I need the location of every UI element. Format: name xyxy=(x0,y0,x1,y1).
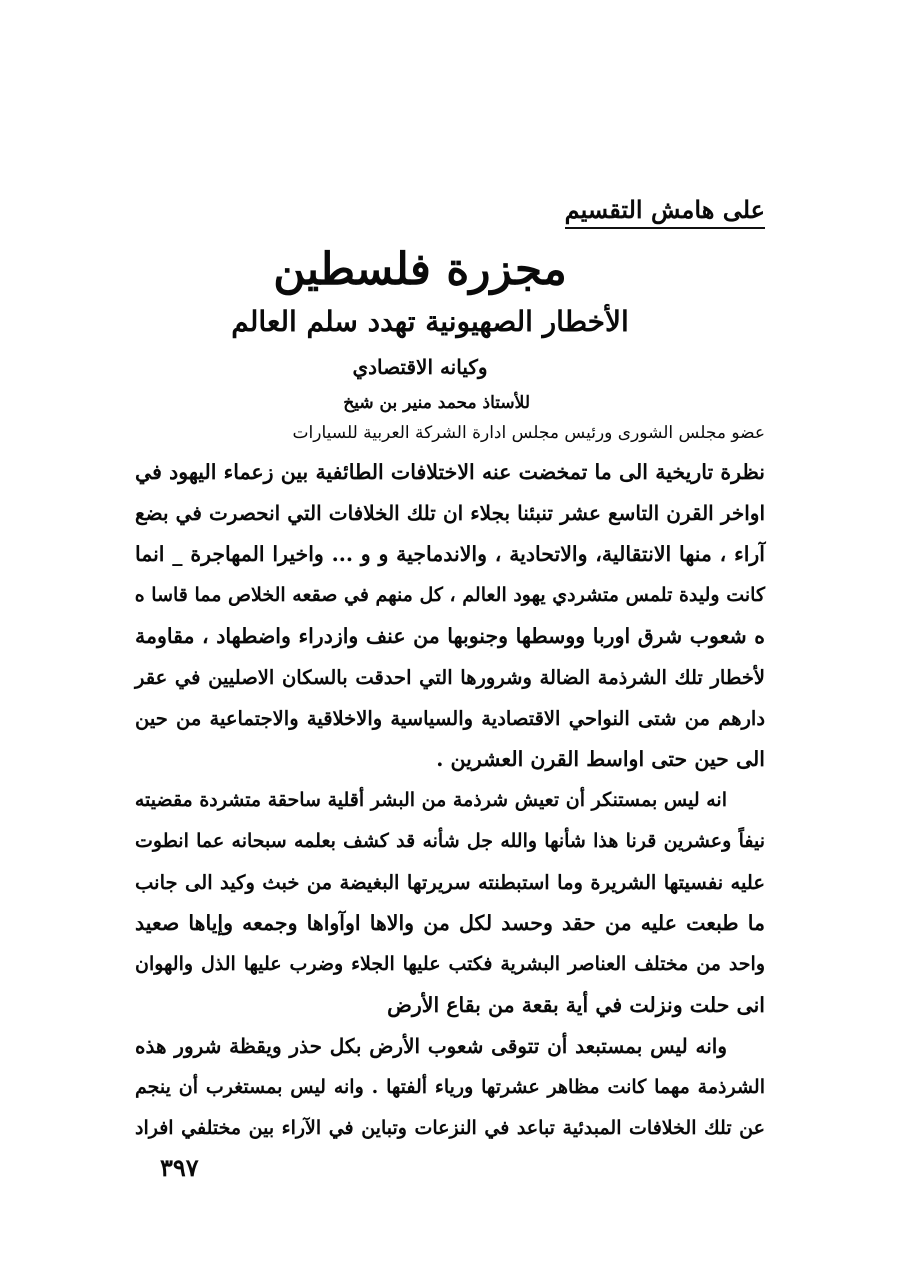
body-line: انه ليس بمستنكر أن تعيش شرذمة من البشر أقلية ساحقة متشردة مقضيته xyxy=(134,789,727,811)
author-byline: للأستاذ محمد منير بن شيخ xyxy=(343,393,530,413)
body-line: عن تلك الخلافات المبدئية تباعد في النزعات وتباين في الآراء بين مختلفي افراد xyxy=(135,1117,765,1139)
body-line: لأخطار تلك الشرذمة الضالة وشرورها التي احدقت بالسكان الاصليين في عقر xyxy=(135,666,765,689)
article-body xyxy=(135,452,765,1149)
body-line: عليه نفسيتها الشريرة وما استبطنته سريرتها البغيضة من خبث وكيد الى جانب xyxy=(135,871,765,894)
page-number: ٣٩٧ xyxy=(160,1153,199,1182)
body-line: نظرة تاريخية الى ما تمخضت عنه الاختلافات الطائفية بين زعماء اليهود في xyxy=(135,460,765,484)
body-line: اواخر القرن التاسع عشر تنبئنا بجلاء ان تلك الخلافات التي انحصرت في بضع xyxy=(135,501,765,525)
body-line: ما طبعت عليه من حقد وحسد لكل من والاها اوآواها وجمعه وإياها صعيد xyxy=(135,911,765,935)
body-line: وانه ليس بمستبعد أن تتوقى شعوب الأرض بكل حذر ويقظة شرور هذه xyxy=(135,1034,727,1058)
body-line: الشرذمة مهما كانت مظاهر عشرتها ورياء ألفتها . وانه ليس بمستغرب أن ينجم xyxy=(135,1076,765,1098)
body-line: ه شعوب شرق اوربا ووسطها وجنوبها من عنف وازدراء واضطهاد ، مقاومة xyxy=(135,624,765,648)
author-role: عضو مجلس الشورى ورئيس مجلس ادارة الشركة العربية للسيارات xyxy=(292,423,765,443)
article-subtitle: الأخطار الصهيونية تهدد سلم العالم xyxy=(231,305,629,338)
body-line: الى حين حتى اواسط القرن العشرين . xyxy=(436,747,765,771)
body-line: نيفاً وعشرين قرنا هذا شأنها والله جل شأنه قد كشف بعلمه سبحانه عما انطوت xyxy=(135,830,765,852)
section-label: على هامش التقسيم xyxy=(565,193,765,229)
body-line: آراء ، منها الانتقالية، والاتحادية ، والاندماجية و و ... واخيرا المهاجرة _ انما xyxy=(135,542,765,566)
body-line: انى حلت ونزلت في أية بقعة من بقاع الأرض xyxy=(387,993,765,1017)
body-line: واحد من مختلف العناصر البشرية فكتب عليها الجلاء وضرب عليها الذل والهوان xyxy=(135,953,765,975)
article-title: مجزرة فلسطين xyxy=(273,244,567,295)
body-line: كانت وليدة تلمس متشردي يهود العالم ، كل منهم في صقعه الخلاص مما قاسا ه xyxy=(134,584,765,606)
article-subtitle-continued: وكيانه الاقتصادي xyxy=(352,355,488,379)
body-line: دارهم من شتى النواحي الاقتصادية والسياسية والاخلاقية والاجتماعية من حين xyxy=(135,707,765,730)
